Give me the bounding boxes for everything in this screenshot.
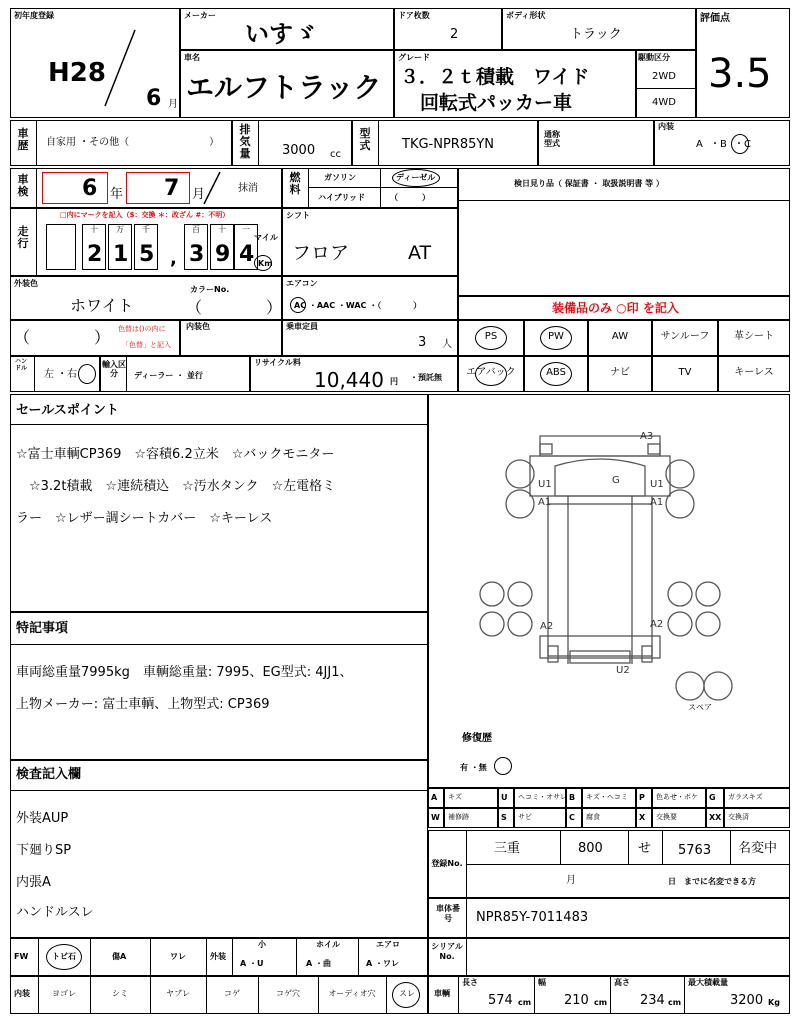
inspection-note-4: ハンドルスレ	[16, 905, 94, 920]
legend-desc: 交換要	[656, 813, 677, 821]
capacity-unit: 人	[442, 339, 452, 350]
import-label: 輸入区分	[102, 360, 126, 378]
sales-line-2: ☆3.2t積載 ☆連続積込 ☆汚水タンク ☆左電格ミ	[16, 479, 336, 494]
equipment-circle	[540, 362, 572, 386]
legend-code: X	[639, 813, 646, 822]
interior-item: ヨゴレ	[52, 989, 76, 998]
legend-desc: 色あせ・ボケ	[656, 793, 698, 801]
inspection-note-1: 外装AUP	[16, 811, 69, 826]
displacement-label: 排気量	[239, 123, 251, 160]
body-label: ボディ形状	[506, 11, 546, 20]
common-model-label: 通称型式	[544, 130, 560, 148]
registration-kana: せ	[638, 841, 652, 856]
height-label: 高さ	[614, 978, 630, 987]
fuel-hybrid-paren: （ ）	[390, 193, 430, 202]
special-line-2: 上物メーカー: 富士車輌、上物型式: CP369	[16, 697, 270, 712]
registration-number: 5763	[678, 843, 712, 858]
capacity-label: 乗車定員	[286, 322, 318, 331]
equipment-item: TV	[678, 367, 692, 378]
mileage-digit: 5	[139, 242, 155, 267]
fw-small-vals: A ・U	[240, 959, 264, 968]
damage-label: G	[612, 475, 620, 486]
model-label: 型式	[359, 127, 371, 152]
repair-circle	[494, 757, 512, 775]
interior-grade-circle	[731, 134, 749, 154]
maker-value: いすゞ	[245, 20, 317, 48]
serial-label: シリアルNo.	[431, 942, 463, 961]
damage-label: A1	[650, 497, 664, 508]
legend-code: P	[639, 793, 645, 802]
inspection-year: 6	[82, 176, 98, 201]
equipment-circle	[475, 326, 507, 350]
handle-circle	[78, 364, 96, 384]
ext-color-label: 外装色	[14, 279, 38, 288]
equipment-item: サンルーフ	[660, 331, 710, 342]
grade-line1: ３．２ｔ積載 ワイド	[400, 66, 590, 88]
legend-desc: ヘコミ・オサレ	[518, 793, 567, 801]
name-change-month: 月	[566, 875, 576, 886]
legend-code: W	[431, 813, 440, 822]
fuel-gasoline: ガソリン	[324, 173, 356, 182]
mileage-label: 走行	[17, 225, 29, 250]
mileage-digit-unit: 一	[242, 225, 250, 234]
interior-item: オーディオ穴	[328, 989, 376, 998]
mileage-digit-unit: 千	[142, 225, 150, 234]
drive-divider	[636, 88, 696, 89]
interior-grade-values: A ・B ・C	[696, 139, 752, 150]
load-value: 3200	[730, 993, 764, 1008]
special-line-1: 車両総重量7995kg 車輌総重量: 7995、EG型式: 4JJ1、	[16, 665, 353, 680]
fw-item-3: ワレ	[170, 952, 186, 961]
history-label: 車歴	[17, 127, 29, 152]
first-registration-label: 初年度登録	[14, 11, 54, 20]
equipment-circle	[540, 326, 572, 350]
shift-value: フロア	[292, 242, 350, 264]
recycle-label: リサイクル料	[254, 358, 301, 367]
fuel-hybrid: ハイブリッド	[318, 193, 366, 202]
mileage-digit: 4	[239, 242, 255, 267]
fuel-diesel-circle	[392, 169, 440, 187]
legend-code: A	[431, 793, 438, 802]
fw-item-2: 傷A	[112, 952, 127, 961]
interior-label: 内装	[14, 989, 30, 998]
special-notes-title: 特記事項	[16, 621, 69, 636]
body-value: トラック	[570, 27, 622, 42]
length-value: 574	[488, 993, 513, 1008]
mileage-note: □内にマークを記入（$：交換 ＊：改ざん #：不明）	[60, 211, 230, 219]
int-color-label: 内装色	[186, 322, 210, 331]
equipment-item: 革シート	[734, 331, 774, 342]
legend-code: S	[501, 813, 507, 822]
sales-points-box	[10, 394, 428, 612]
registration-month: 6	[146, 86, 162, 111]
mileage-lead-box	[46, 224, 76, 270]
grade-line2: 回転式パッカー車	[420, 92, 573, 114]
color-note2: 「色替」と記入	[122, 341, 171, 349]
inspection-note-3: 内張A	[16, 875, 51, 890]
car-name-value: エルフトラック	[186, 71, 382, 104]
equipment-circle	[475, 362, 507, 386]
mileage-digit-unit: 十	[218, 225, 226, 234]
chassis-label: 車体番号	[436, 904, 460, 923]
mileage-digit: 2	[87, 242, 103, 267]
inspection-slash	[202, 170, 222, 206]
height-value: 234	[640, 993, 665, 1008]
drive-4wd: 4WD	[652, 97, 676, 108]
color-change-paren: （ ）	[14, 328, 111, 347]
legend-desc: キズ・ヘコミ	[586, 793, 628, 801]
drive-label: 駆動区分	[638, 53, 670, 62]
fw-ext-label: 外装	[210, 952, 226, 961]
dimensions-label: 車輌	[434, 989, 450, 998]
car-name-label: 車名	[184, 53, 200, 62]
damage-label: A3	[640, 431, 654, 442]
inspection-year-box	[42, 172, 108, 204]
color-no-label: カラーNo.	[190, 285, 230, 294]
mileage-digit-unit: 十	[90, 225, 98, 234]
era-year: H28	[48, 58, 106, 88]
transmission-value: AT	[408, 242, 432, 264]
mileage-digit: 9	[215, 242, 231, 267]
equipment-item: ナビ	[610, 367, 630, 378]
fuel-diesel: ディーゼル	[396, 173, 436, 182]
doors-value: 2	[450, 27, 459, 42]
drive-2wd: 2WD	[652, 71, 676, 82]
score-label: 評価点	[700, 13, 730, 24]
fw-small-label: 小	[258, 940, 266, 949]
score-value: 3.5	[708, 51, 772, 97]
chassis-number: NPR85Y-7011483	[476, 910, 589, 925]
damage-label: A1	[538, 497, 552, 508]
width-label: 幅	[538, 978, 546, 987]
spare-label: スペア	[688, 703, 712, 712]
legend-desc: サビ	[518, 813, 532, 821]
repair-label: 修復歴	[462, 733, 492, 744]
model-value: TKG-NPR85YN	[402, 137, 495, 152]
interior-item: シミ	[112, 989, 128, 998]
doors-label: ドア枚数	[398, 11, 430, 20]
recycle-value: 10,440	[314, 368, 384, 392]
fw-item-1-circle	[46, 944, 82, 970]
length-unit: cm	[518, 998, 532, 1007]
interior-grade-label: 内装	[658, 122, 674, 131]
equipment-note: 装備品のみ ○印 を記入	[552, 301, 679, 315]
registration-label: 登録No.	[431, 859, 463, 868]
inspection-label: 車検	[17, 173, 29, 198]
color-note1: 色替は()の内に	[118, 325, 166, 333]
truck-diagram	[430, 396, 788, 726]
inspection-month-box	[126, 172, 190, 204]
legend-code: XX	[709, 813, 722, 822]
date-slash	[100, 28, 140, 108]
legend-desc: ガラスキズ	[728, 793, 763, 801]
fw-label: FW	[14, 952, 29, 961]
name-change-day: 日 までに名変できる方	[668, 877, 756, 886]
legend-desc: 腐食	[586, 813, 600, 821]
mileage-km: Km	[258, 259, 273, 268]
interior-item: ヤブレ	[166, 989, 190, 998]
mileage-digit: 3	[189, 242, 205, 267]
ac-value: AC ・AAC ・WAC ・（ ）	[294, 301, 422, 310]
equipment-item: PW	[548, 331, 564, 342]
displacement-unit: cc	[330, 149, 341, 160]
special-notes-box	[10, 612, 428, 760]
width-unit: cm	[594, 998, 608, 1007]
mileage-digit-unit: 万	[116, 225, 124, 234]
import-value: ディーラー ・ 並行	[134, 371, 203, 380]
equipment-item: AW	[611, 331, 629, 342]
color-no-value: （ ）	[186, 298, 283, 317]
inspection-month: 7	[164, 176, 180, 201]
interior-item: コゲ	[224, 989, 240, 998]
damage-label: U1	[650, 479, 664, 490]
repair-value: 有 ・無	[460, 763, 487, 772]
month-unit: 月	[168, 99, 178, 110]
shift-label: シフト	[286, 211, 310, 220]
legend-code: B	[569, 793, 576, 802]
capacity-value: 3	[418, 335, 427, 350]
grade-label: グレード	[398, 53, 430, 62]
mileage-digit: 1	[113, 242, 129, 267]
sales-points-title: セールスポイント	[16, 403, 119, 418]
documents-label: 検日見り品（ 保証書 ・ 取扱説明書 等 ）	[514, 179, 664, 188]
history-value: 自家用 ・その他（ ）	[46, 137, 220, 148]
load-label: 最大積載量	[688, 978, 728, 987]
displacement-value: 3000	[282, 143, 316, 158]
legend-code: G	[709, 793, 716, 802]
maker-label: メーカー	[184, 11, 216, 20]
interior-item: スレ	[399, 989, 415, 998]
interior-item: コゲ穴	[276, 989, 300, 998]
legend-desc: キズ	[448, 793, 462, 801]
legend-code: U	[501, 793, 508, 802]
legend-desc: 交換済	[728, 813, 749, 821]
fw-item-1: トビ石	[52, 952, 76, 961]
load-unit: Kg	[768, 998, 780, 1007]
interior-item-circle	[392, 982, 420, 1008]
recycle-deposit: ・預託無	[410, 373, 442, 382]
registration-region: 三重	[494, 841, 521, 856]
recycle-unit: 円	[390, 377, 398, 386]
fuel-label: 燃料	[289, 171, 301, 196]
damage-label: U1	[538, 479, 552, 490]
inspection-year-unit: 年	[110, 187, 124, 202]
inspection-month-unit: 月	[192, 187, 206, 202]
damage-label: A2	[650, 619, 664, 630]
serial-cell	[428, 938, 790, 976]
handle-label: ハンドル	[14, 358, 27, 372]
fw-wheel-label: ホイル	[316, 940, 340, 949]
width-value: 210	[564, 993, 589, 1008]
equipment-item: エアバック	[466, 367, 516, 378]
inspection-cancel: 抹消	[238, 183, 258, 194]
inspection-note-2: 下廻りSP	[16, 843, 72, 858]
inspection-notes-title: 検査記入欄	[16, 767, 82, 782]
damage-label: U2	[616, 665, 630, 676]
sales-line-1: ☆富士車輌CP369 ☆容積6.2立米 ☆バックモニター	[16, 447, 335, 462]
equipment-item: PS	[484, 331, 498, 342]
mileage-comma: ,	[170, 248, 177, 269]
equipment-item: ABS	[546, 367, 566, 378]
handle-value: 左 ・右	[44, 369, 78, 380]
sales-line-3: ラー ☆レザー調シートカバー ☆キーレス	[16, 511, 273, 526]
mileage-km-circle	[254, 255, 272, 271]
ac-circle	[290, 297, 306, 313]
mileage-mile: マイル	[254, 233, 278, 242]
length-label: 長さ	[462, 978, 478, 987]
fw-aero-vals: A ・ワレ	[366, 959, 399, 968]
equipment-item: キーレス	[734, 367, 774, 378]
damage-label: A2	[540, 621, 554, 632]
mileage-digit-unit: 百	[192, 225, 200, 234]
legend-code: C	[569, 813, 575, 822]
registration-class: 800	[578, 841, 603, 856]
name-change: 名変中	[738, 841, 778, 856]
ac-label: エアコン	[286, 279, 318, 288]
fw-aero-label: エアロ	[376, 940, 400, 949]
fw-wheel-vals: A ・曲	[306, 959, 331, 968]
ext-color-value: ホワイト	[70, 296, 134, 315]
height-unit: cm	[668, 998, 682, 1007]
legend-desc: 補修跡	[448, 813, 469, 821]
